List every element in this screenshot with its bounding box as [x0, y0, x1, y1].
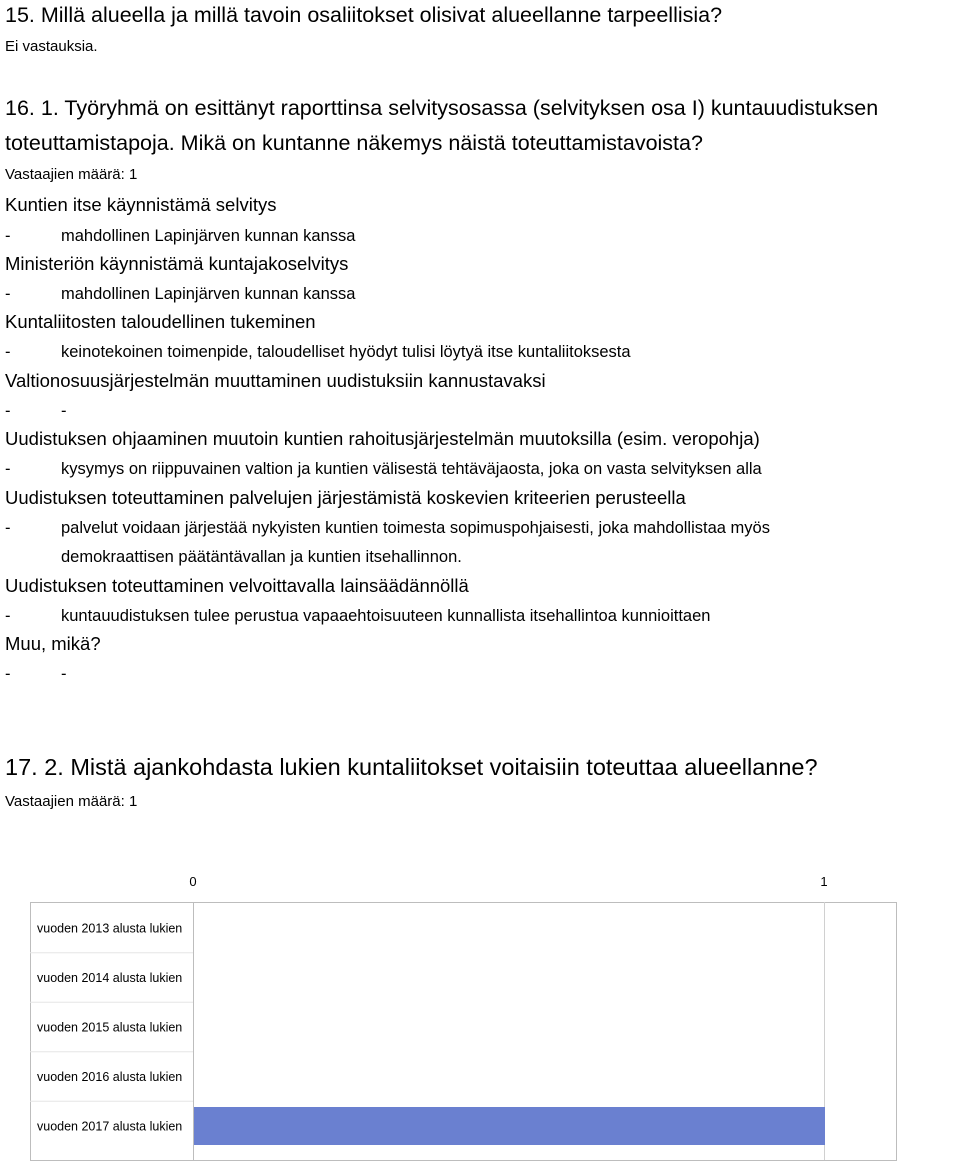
bullet-dash: -	[5, 460, 11, 478]
bullet-dash: -	[5, 227, 11, 245]
answer-comment: mahdollinen Lapinjärven kunnan kanssa	[61, 285, 356, 303]
answer-option: Kuntaliitosten taloudellinen tukeminen	[5, 311, 316, 332]
bullet-dash: -	[5, 607, 11, 625]
bullet-dash: -	[5, 343, 11, 361]
category-label: vuoden 2017 alusta lukien	[37, 1119, 183, 1134]
bullet-dash: -	[5, 519, 11, 537]
q15-title: 15. Millä alueella ja millä tavoin osaliitokset olisivat alueellanne tarpeellisia?	[5, 3, 723, 27]
answer-comment: palvelut voidaan järjestää nykyisten kuntien toimesta sopimuspohjaisesti, joka mahdollistaa myös	[61, 519, 770, 537]
x-tick-label: 1	[820, 874, 828, 889]
q16-respondents: Vastaajien määrä: 1	[5, 166, 138, 183]
answer-comment: mahdollinen Lapinjärven kunnan kanssa	[61, 227, 356, 245]
q16-title-line1: 16. 1. Työryhmä on esittänyt raporttinsa selvitysosassa (selvityksen osa I) kuntauudistuksen	[5, 96, 879, 120]
answer-comment: -	[61, 402, 67, 420]
answer-option: Valtionosuusjärjestelmän muuttaminen uudistuksiin kannustavaksi	[5, 370, 546, 391]
q16-title-line2: toteuttamistapoja. Mikä on kuntanne näkemys näistä toteuttamistavoista?	[5, 131, 703, 155]
answer-comment: kuntauudistuksen tulee perustua vapaaehtoisuuteen kunnallista itsehallintoa kunnioittaen	[61, 607, 711, 625]
answer-comment: -	[61, 665, 67, 683]
timing-bar-chart	[0, 832, 960, 1162]
answer-comment: demokraattisen päätäntävallan ja kuntien itsehallinnon.	[61, 548, 462, 566]
answer-option: Kuntien itse käynnistämä selvitys	[5, 194, 277, 215]
answer-option: Uudistuksen ohjaaminen muutoin kuntien rahoitusjärjestelmän muutoksilla (esim. veropohja)	[5, 428, 760, 449]
answer-option: Uudistuksen toteuttaminen velvoittavalla lainsäädännöllä	[5, 575, 469, 596]
q17-respondents: Vastaajien määrä: 1	[5, 793, 138, 810]
answer-option: Muu, mikä?	[5, 633, 101, 654]
bullet-dash: -	[5, 402, 11, 420]
x-tick-label: 0	[189, 874, 197, 889]
q15-no-answers: Ei vastauksia.	[5, 38, 98, 55]
category-label: vuoden 2014 alusta lukien	[37, 971, 183, 985]
bullet-dash: -	[5, 665, 11, 683]
bullet-dash: -	[5, 285, 11, 303]
bar	[194, 1107, 825, 1145]
q17-title: 17. 2. Mistä ajankohdasta lukien kuntaliitokset voitaisiin toteuttaa alueellanne?	[5, 754, 818, 780]
category-label: vuoden 2015 alusta lukien	[37, 1020, 183, 1035]
category-label: vuoden 2016 alusta lukien	[37, 1070, 183, 1084]
category-label: vuoden 2013 alusta lukien	[37, 921, 183, 936]
answer-option: Uudistuksen toteuttaminen palvelujen järjestämistä koskevien kriteerien perusteella	[5, 487, 686, 508]
answer-comment: keinotekoinen toimenpide, taloudelliset hyödyt tulisi löytyä itse kuntaliitoksesta	[61, 343, 631, 361]
answer-comment: kysymys on riippuvainen valtion ja kuntien välisestä tehtäväjaosta, joka on vasta selvityksen alla	[61, 460, 762, 478]
answer-option: Ministeriön käynnistämä kuntajakoselvitys	[5, 253, 349, 274]
